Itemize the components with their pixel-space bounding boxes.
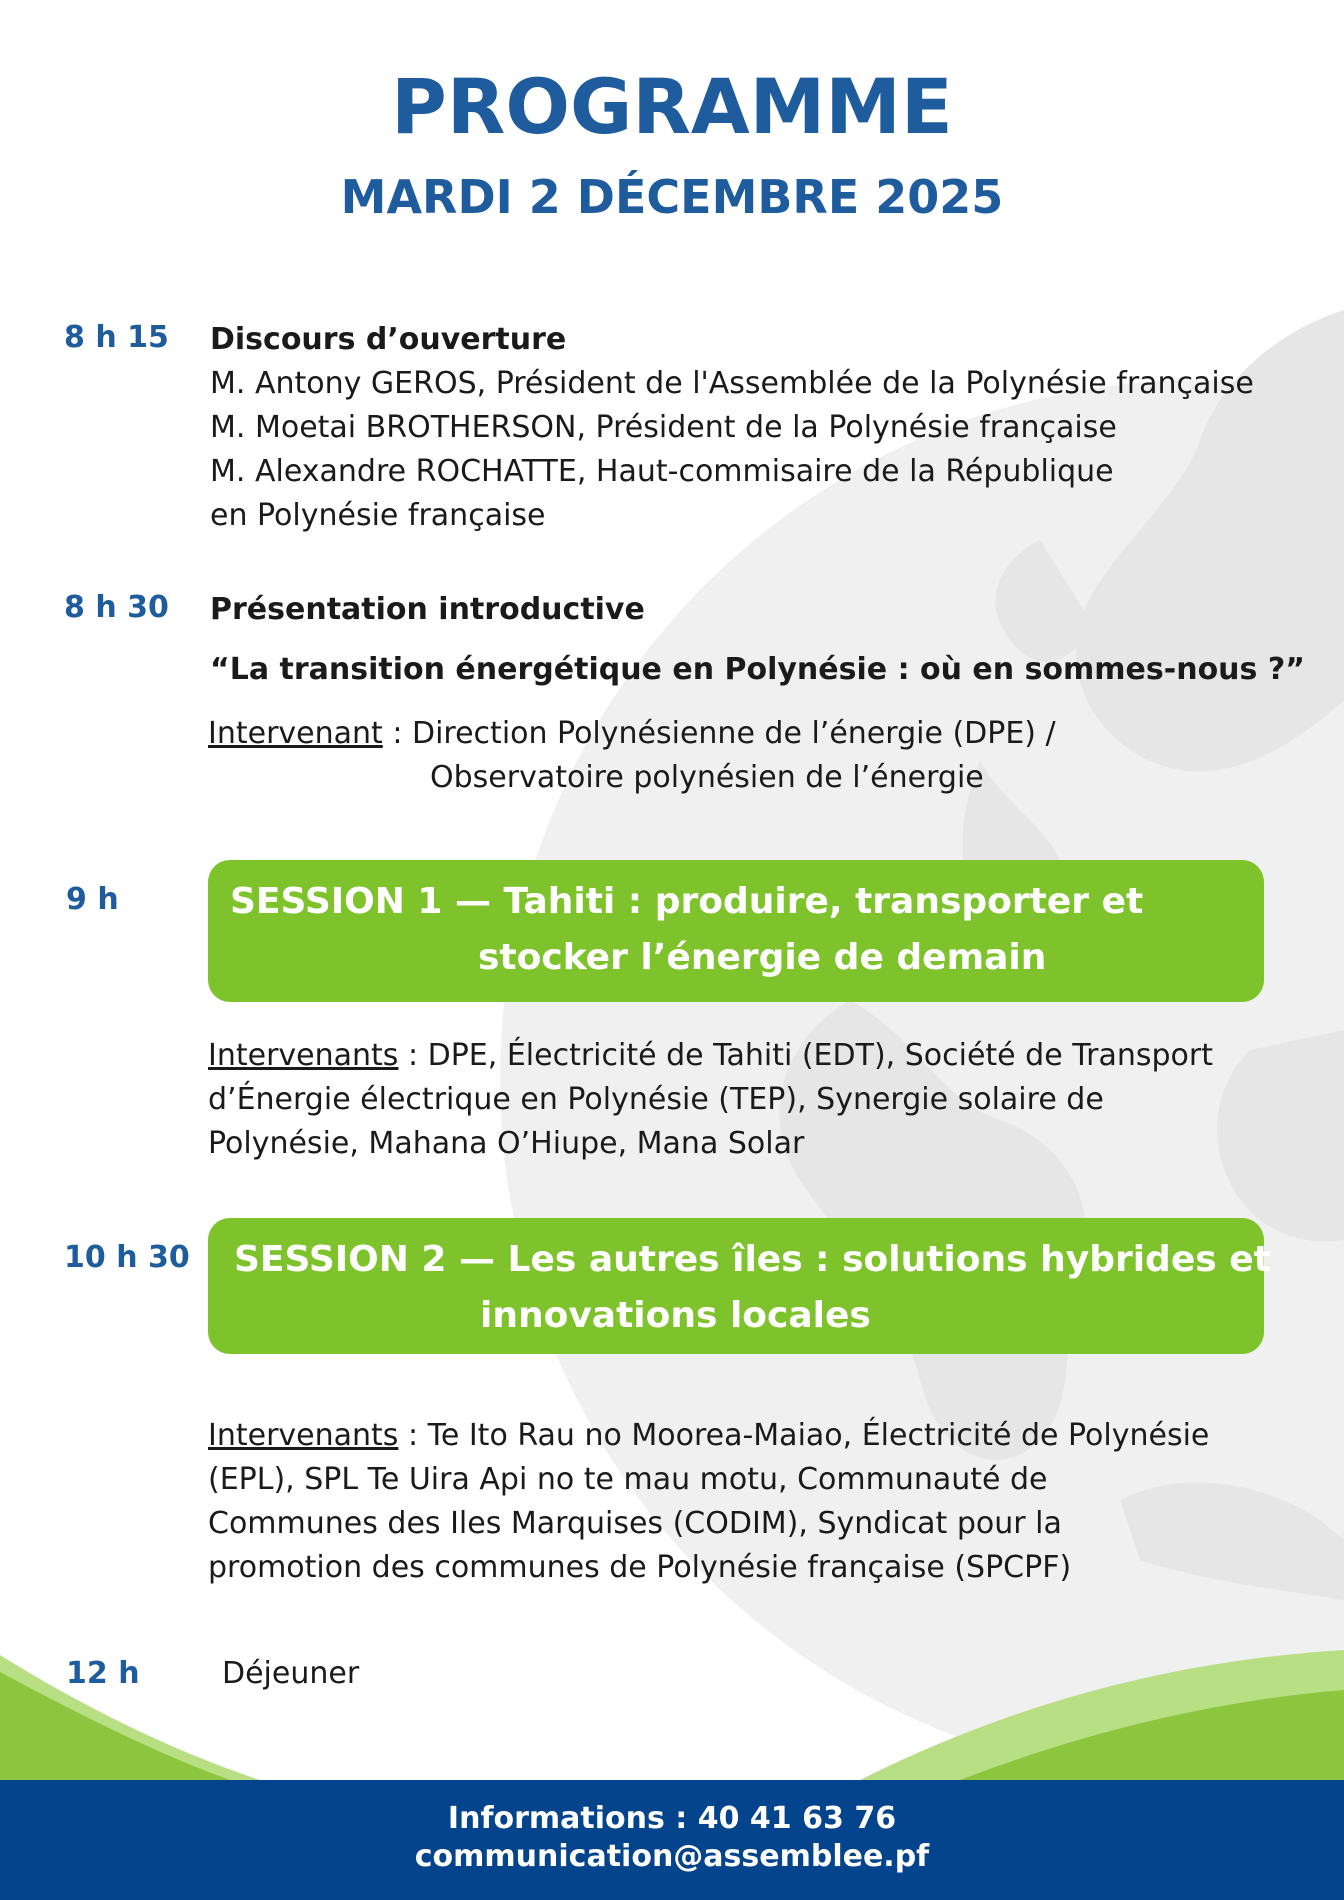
session-2-speakers-line-2: (EPL), SPL Te Uira Api no te mau motu, Communauté de xyxy=(208,1462,1048,1497)
time-12h: 12 h xyxy=(66,1656,140,1691)
opening-speech-heading: Discours d’ouverture xyxy=(210,322,567,357)
time-8h30: 8 h 30 xyxy=(64,590,169,625)
opening-speaker-1: M. Antony GEROS, Président de l'Assemblée de la Polynésie française xyxy=(210,366,1254,401)
session-1-banner xyxy=(208,860,1264,1002)
session-1-title-line-1: SESSION 1 — Tahiti : produire, transporter et xyxy=(230,881,1144,922)
session-1-speakers-line-1 xyxy=(208,1034,1213,1078)
opening-speaker-3-cont: en Polynésie française xyxy=(210,498,546,533)
session-2-banner xyxy=(208,1218,1271,1354)
time-8h15: 8 h 15 xyxy=(64,320,169,355)
opening-speaker-2: M. Moetai BROTHERSON, Président de la Polynésie française xyxy=(210,410,1117,445)
intro-presentation-heading: Présentation introductive xyxy=(210,592,645,627)
page-title: PROGRAMME xyxy=(391,62,953,151)
opening-speaker-3: M. Alexandre ROCHATTE, Haut-commisaire de la République xyxy=(210,454,1114,489)
footer-email[interactable]: communication@assemblee.pf xyxy=(414,1839,930,1874)
speaker-value: : Direction Polynésienne de l’énergie (DPE) / xyxy=(382,716,1056,751)
event-date: MARDI 2 DÉCEMBRE 2025 xyxy=(340,170,1004,224)
speakers-label: Intervenants xyxy=(208,1418,399,1453)
lunch-label: Déjeuner xyxy=(222,1656,360,1691)
intro-speaker-line xyxy=(208,712,1056,756)
session-1-speakers-line-2: d’Énergie électrique en Polynésie (TEP), Synergie solaire de xyxy=(208,1082,1104,1117)
speaker-label: Intervenant xyxy=(208,716,383,751)
footer-info-bar xyxy=(0,1780,1344,1900)
session-1-speakers-line-3: Polynésie, Mahana O’Hiupe, Mana Solar xyxy=(208,1126,805,1161)
footer-phone: Informations : 40 41 63 76 xyxy=(447,1801,897,1836)
speakers-value: : DPE, Électricité de Tahiti (EDT), Société de Transport xyxy=(398,1038,1213,1073)
speakers-label: Intervenants xyxy=(208,1038,399,1073)
intro-speaker-line-2: Observatoire polynésien de l’énergie xyxy=(430,760,984,795)
session-2-speakers-line-4: promotion des communes de Polynésie française (SPCPF) xyxy=(208,1550,1072,1585)
time-9h: 9 h xyxy=(66,882,119,917)
session-2-speakers-line-3: Communes des Iles Marquises (CODIM), Syndicat pour la xyxy=(208,1506,1062,1541)
session-2-speakers-line-1 xyxy=(208,1414,1209,1458)
intro-presentation-title: “La transition énergétique en Polynésie : où en sommes-nous ?” xyxy=(210,652,1305,687)
speakers-value: : Te Ito Rau no Moorea-Maiao, Électricité de Polynésie xyxy=(398,1418,1210,1453)
time-10h30: 10 h 30 xyxy=(64,1240,190,1275)
session-2-title-line-2: innovations locales xyxy=(480,1295,871,1336)
session-1-title-line-2: stocker l’énergie de demain xyxy=(478,937,1047,978)
session-2-title-line-1: SESSION 2 — Les autres îles : solutions hybrides et xyxy=(234,1239,1271,1280)
